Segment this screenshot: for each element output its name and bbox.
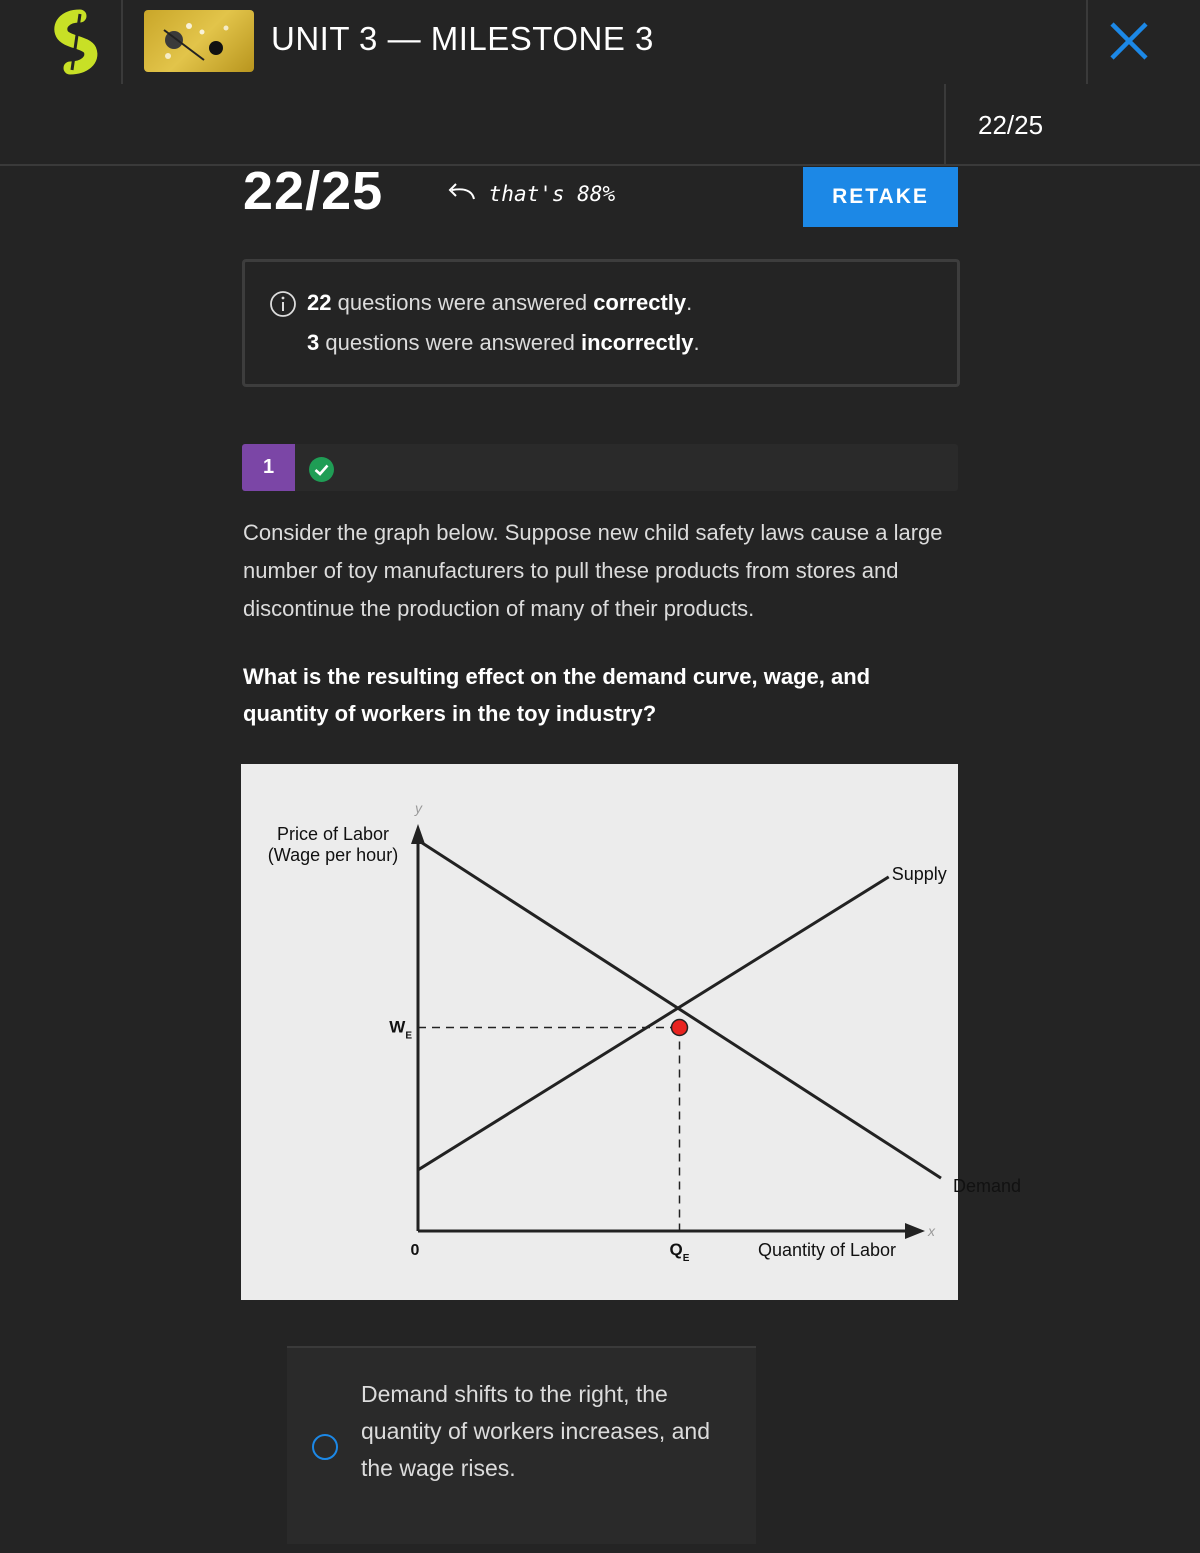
origin-label: 0	[410, 1242, 420, 1259]
top-bar	[0, 0, 1200, 84]
x-axis-arrow	[905, 1223, 925, 1239]
page-title: UNIT 3 — MILESTONE 3	[271, 20, 654, 57]
unit-thumbnail	[144, 10, 254, 72]
answer-option[interactable]	[287, 1346, 756, 1544]
y-axis-label-line1: Price of Labor	[276, 824, 390, 844]
x-axis-label: Quantity of Labor	[757, 1240, 897, 1260]
divider	[121, 0, 123, 84]
y-axis-label-line2: (Wage per hour)	[267, 845, 399, 865]
question-number-badge: 1	[242, 444, 295, 491]
supply-curve	[418, 877, 889, 1170]
radio-button[interactable]	[312, 1434, 338, 1460]
question-prompt: What is the resulting effect on the demand curve, wage, and quantity of workers in the toy industry?	[243, 664, 871, 726]
check-circle-icon	[308, 456, 335, 483]
score-display: 22/25	[243, 161, 384, 221]
y-axis-letter: y	[415, 800, 422, 816]
curved-arrow-icon	[446, 182, 476, 204]
correct-summary: 22 questions were answered correctly.	[307, 290, 693, 315]
question-header[interactable]	[242, 444, 958, 491]
demand-label: Demand	[953, 1176, 1022, 1197]
progress-bar	[0, 84, 1200, 166]
quantity-tick-label: $Q_E$	[669, 1240, 690, 1264]
supply-label: Supply	[891, 863, 947, 884]
percent-text: that's 88%	[488, 182, 616, 206]
percent-note	[446, 182, 615, 206]
labor-market-graph	[241, 764, 1022, 1300]
divider	[1086, 0, 1088, 84]
divider	[944, 84, 946, 164]
close-icon[interactable]	[1104, 16, 1154, 66]
wage-tick-label: $W_E$	[389, 1017, 412, 1042]
results-summary	[242, 259, 960, 387]
answer-text: Demand shifts to the right, the quantity of workers increases, and the wage rises.	[361, 1381, 711, 1481]
info-icon	[269, 290, 297, 318]
retake-button[interactable]: RETAKE	[803, 167, 958, 227]
score-counter: 22/25	[978, 110, 1044, 140]
sophia-logo-icon[interactable]	[50, 12, 102, 72]
equilibrium-point	[672, 1020, 688, 1036]
x-axis-letter: x	[928, 1223, 935, 1239]
question-text: Consider the graph below. Suppose new child safety laws cause a large number of toy manufacturers to pull these products from stores and discontinue the production of many of their products.	[243, 520, 943, 621]
incorrect-summary: 3 questions were answered incorrectly.	[307, 330, 700, 355]
